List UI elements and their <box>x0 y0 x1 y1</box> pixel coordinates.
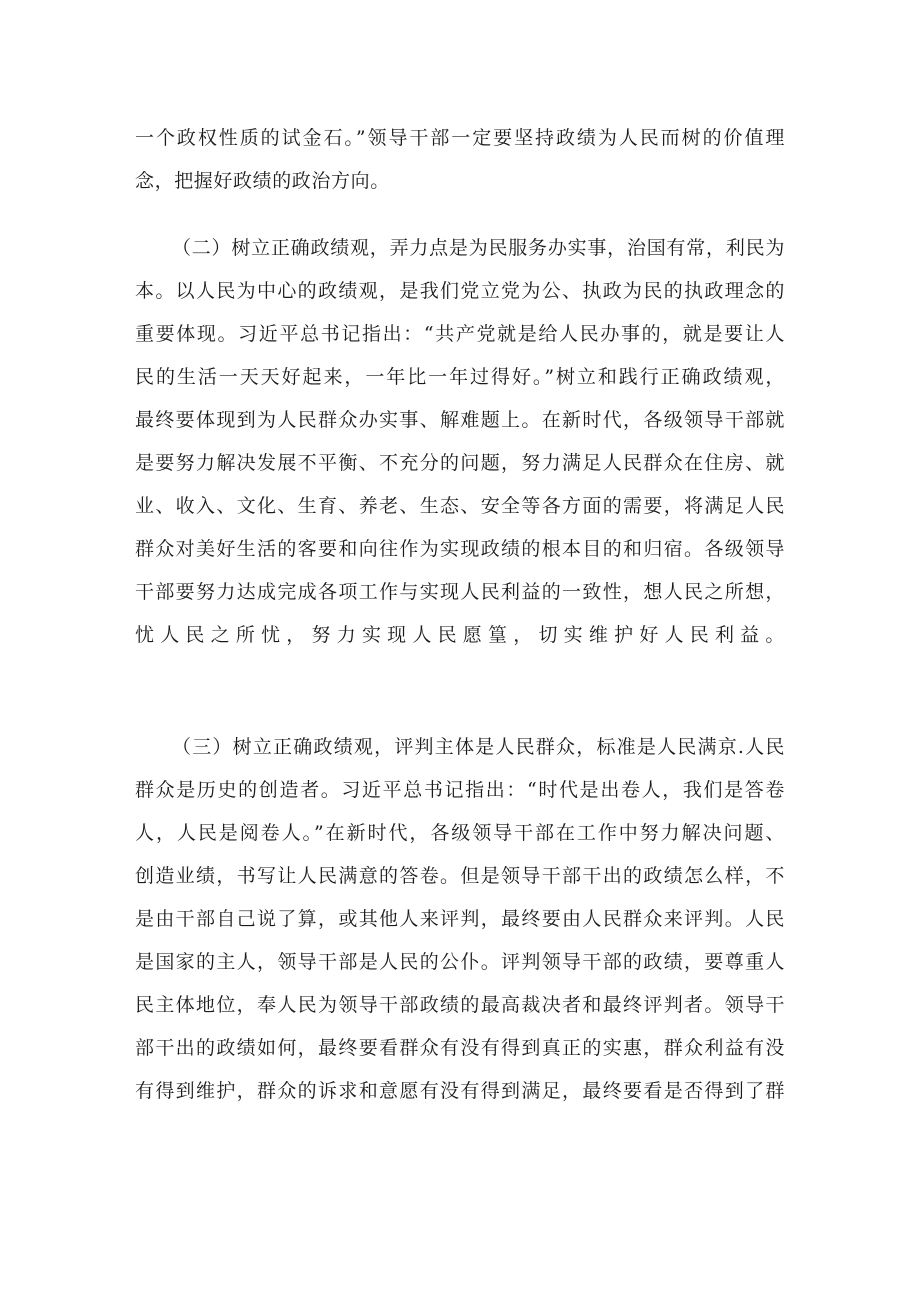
text-line: 忧人民之所忧，努力实现人民愿篁，切实维护好人民利益。 <box>135 624 785 646</box>
text-line: 一个政权性质的试金石。”领导干部一定要坚持政绩为人民而树的价值理 <box>135 127 785 149</box>
text-line: 本。以人民为中心的政绩观，是我们党立党为公、执政为民的执政理念的 <box>135 280 785 302</box>
text-line <box>135 1119 785 1149</box>
text-line: 干部要努力达成完成各项工作与实现人民利益的一致性，想人民之所想， <box>135 581 785 603</box>
text-line: 民的生活一天天好起来，一年比一年过得好。”树立和践行正确政绩观， <box>135 366 785 388</box>
text-line <box>135 663 785 693</box>
text-line: 是要努力解决发展不平衡、不充分的问题，努力满足人民群众在住房、就 <box>135 452 785 474</box>
text-line: 业、收入、文化、生育、养老、生态、安全等各方面的需要，将满足人民 <box>135 495 785 517</box>
text-line: （三）树立正确政绩观，评判主体是人民群众，标准是人民满京.人民 <box>172 736 785 758</box>
text-line: 重要体现。习近平总书记指出：“共产党就是给人民办事的，就是要让人 <box>135 323 785 345</box>
text-line: 群众是历史的创造者。习近平总书记指出：“时代是出卷人，我们是答卷 <box>135 779 785 801</box>
text-line: 部干出的政绩如何，最终要看群众有没有得到真正的实惠，群众利益有没 <box>135 1037 785 1059</box>
text-line: 创造业绩，书写让人民满意的答卷。但是领导干部干出的政绩怎么样，不 <box>135 865 785 887</box>
text-line: （二）树立正确政绩观，弄力点是为民服务办实事，治国有常，利民为 <box>172 237 785 259</box>
text-line: 群众对美好生活的客要和向往作为实现政绩的根本目的和归宿。各级领导 <box>135 538 785 560</box>
text-line: 是由干部自己说了算，或其他人来评判，最终要由人民群众来评判。人民 <box>135 908 785 930</box>
text-line: 是国家的主人，领导干部是人民的公仆。评判领导干部的政绩，要尊重人 <box>135 951 785 973</box>
text-line: 最终要体现到为人民群众办实事、解难题上。在新时代，各级领导干部就 <box>135 409 785 431</box>
text-line: 有得到维护，群众的诉求和意愿有没有得到满足，最终要看是否得到了群 <box>135 1080 785 1102</box>
text-line: 念，把握好政绩的政治方向。 <box>135 170 390 192</box>
text-line: 人，人民是阅卷人。”在新时代，各级领导干部在工作中努力解决问题、 <box>135 822 785 844</box>
text-line: 民主体地位，奉人民为领导干部政绩的最高裁决者和最终评判者。领导干 <box>135 994 785 1016</box>
